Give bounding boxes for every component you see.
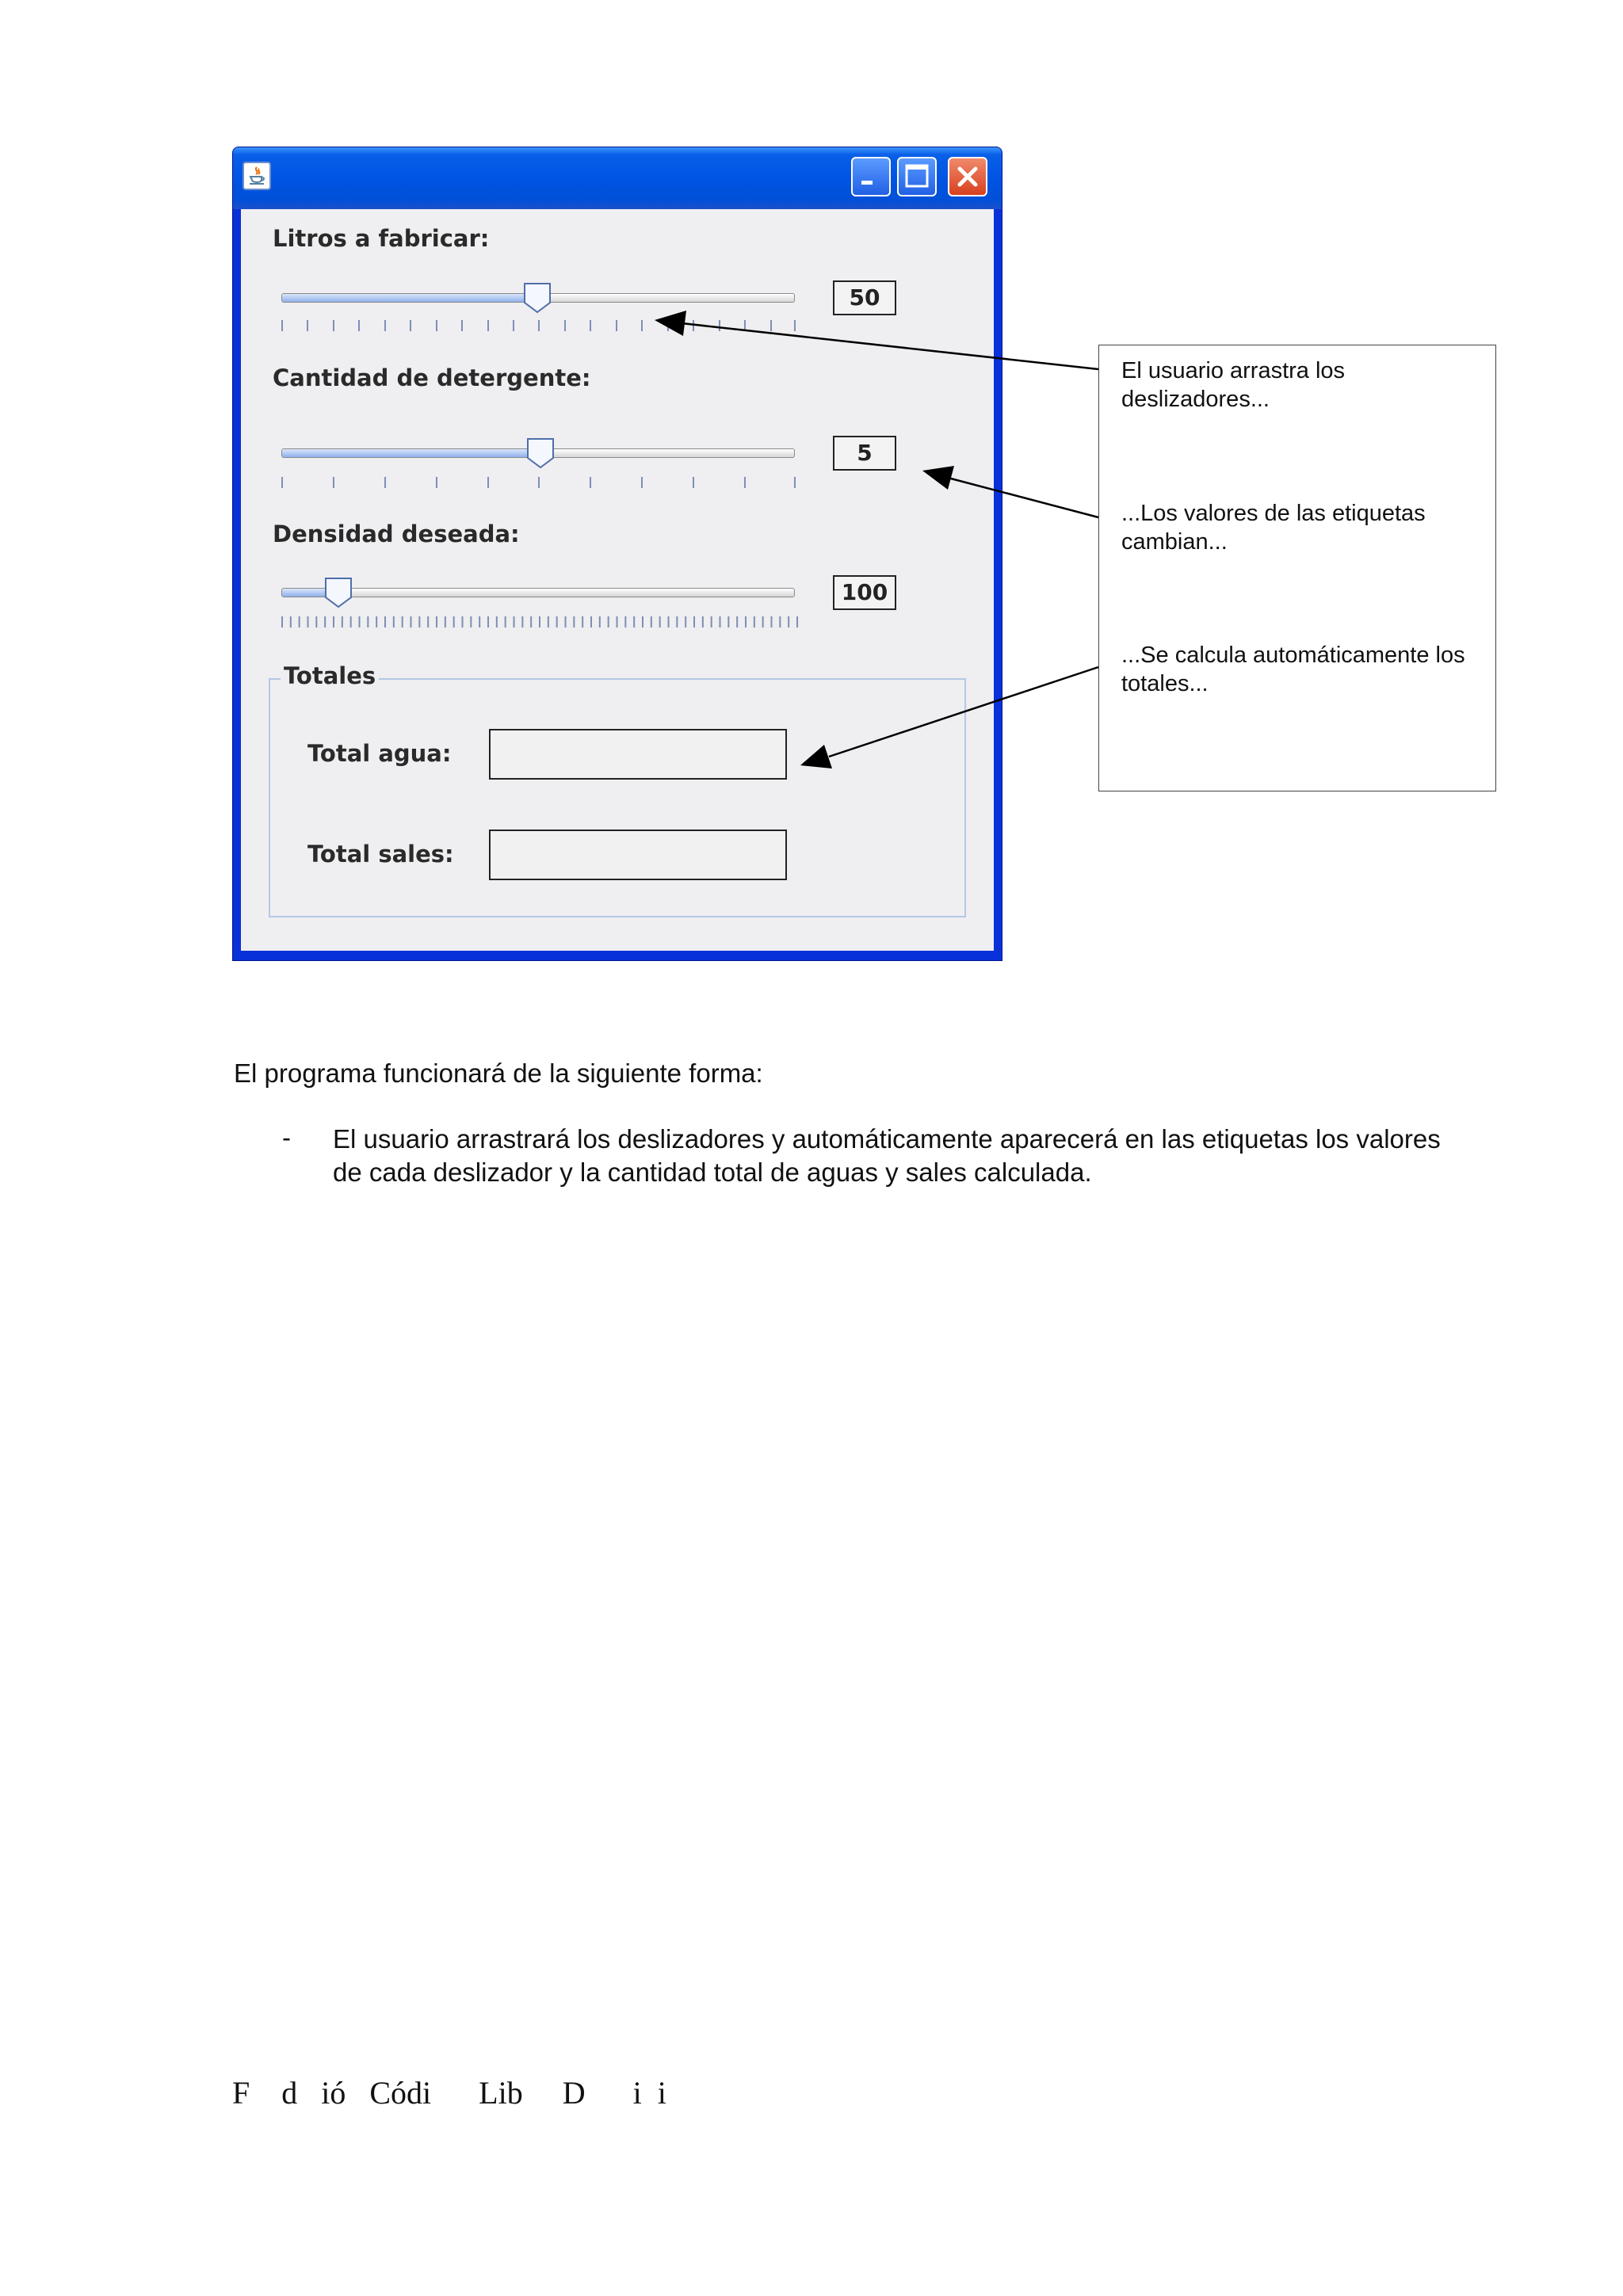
densidad-label: Densidad deseada: bbox=[273, 521, 520, 547]
arrow-to-value-label bbox=[922, 466, 1098, 517]
bullet-text: El usuario arrastrará los deslizadores y automáticamente aparecerá en las etiquetas los valores de cada deslizador y la cantidad total de aguas y sales calculada. bbox=[333, 1124, 1441, 1187]
litros-value: 50 bbox=[833, 280, 896, 315]
totales-group-title: Totales bbox=[281, 662, 379, 689]
arrows-layer bbox=[0, 0, 1623, 871]
callout-note-1: El usuario arrastra los deslizadores... bbox=[1121, 358, 1346, 412]
detergente-value: 5 bbox=[833, 436, 896, 471]
detergente-label: Cantidad de detergente: bbox=[273, 364, 591, 391]
callout-note-2: ...Los valores de las etiquetas cambian... bbox=[1121, 501, 1426, 555]
bullet-marker: - bbox=[282, 1123, 291, 1152]
arrow-to-slider bbox=[655, 311, 1098, 369]
densidad-value: 100 bbox=[833, 575, 896, 610]
page-footer: F d ió Códi Lib D i i bbox=[232, 2075, 666, 2111]
callout-note-3: ...Se calcula automáticamente los totales... bbox=[1121, 643, 1465, 696]
total-sales-label: Total sales: bbox=[307, 841, 454, 868]
litros-label: Litros a fabricar: bbox=[273, 225, 490, 252]
total-agua-label: Total agua: bbox=[307, 740, 452, 767]
arrow-to-totals bbox=[800, 667, 1098, 769]
intro-paragraph: El programa funcionará de la siguiente forma: bbox=[234, 1058, 763, 1088]
